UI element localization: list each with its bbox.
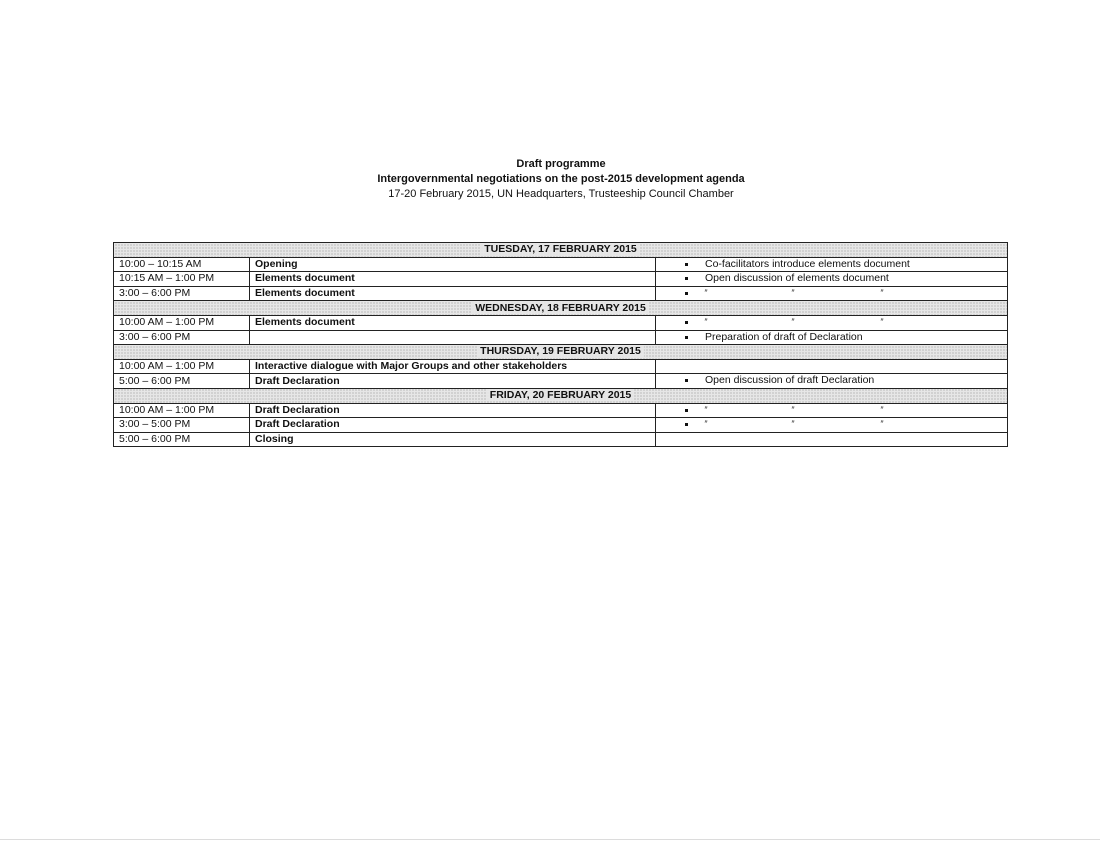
session-topic: Draft Declaration	[250, 418, 656, 433]
session-note	[656, 330, 1008, 345]
document-header	[0, 157, 1100, 202]
session-note-text: Open discussion of draft Declaration	[705, 374, 875, 387]
session-note	[656, 403, 1008, 418]
session-row	[114, 315, 1008, 330]
session-topic: Elements document	[250, 286, 656, 301]
ditto-mark: ”	[791, 316, 794, 327]
session-time: 10:00 AM – 1:00 PM	[114, 359, 250, 374]
session-time: 10:15 AM – 1:00 PM	[114, 272, 250, 287]
session-topic: Closing	[250, 432, 656, 447]
session-time: 3:00 – 6:00 PM	[114, 330, 250, 345]
ditto-mark: ”	[791, 419, 794, 430]
session-row	[114, 272, 1008, 287]
bullet-icon	[685, 292, 688, 295]
ditto-mark: ”	[704, 287, 707, 298]
day-header-row	[114, 345, 1008, 360]
day-header-row	[114, 301, 1008, 316]
ditto-mark: ”	[791, 287, 794, 298]
document-subtitle: Intergovernmental negotiations on the post-2015 development agenda	[377, 173, 745, 185]
ditto-mark: ”	[704, 316, 707, 327]
bullet-icon	[685, 423, 688, 426]
session-row	[114, 432, 1008, 447]
day-header-row	[114, 388, 1008, 403]
bullet-icon	[685, 379, 688, 382]
day-label: TUESDAY, 17 FEBRUARY 2015	[481, 243, 640, 255]
ditto-mark: ”	[880, 404, 883, 415]
session-topic	[250, 330, 656, 345]
scan-edge-line	[0, 839, 1100, 840]
session-time: 3:00 – 5:00 PM	[114, 418, 250, 433]
day-label: THURSDAY, 19 FEBRUARY 2015	[477, 345, 644, 357]
session-row	[114, 374, 1008, 389]
session-note	[656, 359, 1008, 374]
ditto-mark: ”	[704, 419, 707, 430]
session-topic: Opening	[250, 257, 656, 272]
ditto-mark: ”	[880, 419, 883, 430]
day-label: WEDNESDAY, 18 FEBRUARY 2015	[472, 302, 649, 314]
session-time: 5:00 – 6:00 PM	[114, 374, 250, 389]
session-note	[656, 374, 1008, 389]
bullet-icon	[685, 336, 688, 339]
session-topic: Interactive dialogue with Major Groups and other stakeholders	[250, 359, 656, 374]
session-time: 10:00 – 10:15 AM	[114, 257, 250, 272]
ditto-mark: ”	[704, 404, 707, 415]
session-note-text: Preparation of draft of Declaration	[705, 330, 863, 343]
document-title: Draft programme	[516, 158, 606, 170]
session-time: 5:00 – 6:00 PM	[114, 432, 250, 447]
session-topic: Elements document	[250, 315, 656, 330]
day-label: FRIDAY, 20 FEBRUARY 2015	[487, 389, 634, 401]
session-row	[114, 330, 1008, 345]
bullet-icon	[685, 321, 688, 324]
ditto-mark: ”	[791, 404, 794, 415]
session-note	[656, 286, 1008, 301]
session-note-text: Open discussion of elements document	[705, 272, 889, 285]
session-note	[656, 418, 1008, 433]
day-header-row	[114, 243, 1008, 258]
session-row	[114, 359, 1008, 374]
session-note	[656, 257, 1008, 272]
ditto-mark: ”	[880, 287, 883, 298]
session-time: 3:00 – 6:00 PM	[114, 286, 250, 301]
document-details: 17-20 February 2015, UN Headquarters, Trusteeship Council Chamber	[388, 188, 734, 200]
session-row	[114, 286, 1008, 301]
session-note	[656, 272, 1008, 287]
session-time: 10:00 AM – 1:00 PM	[114, 403, 250, 418]
bullet-icon	[685, 263, 688, 266]
session-topic: Elements document	[250, 272, 656, 287]
session-note	[656, 315, 1008, 330]
session-row	[114, 403, 1008, 418]
programme-table	[113, 242, 1008, 447]
session-note	[656, 432, 1008, 447]
session-note-text: Co-facilitators introduce elements document	[705, 257, 910, 270]
ditto-mark: ”	[880, 316, 883, 327]
session-topic: Draft Declaration	[250, 403, 656, 418]
bullet-icon	[685, 277, 688, 280]
session-row	[114, 257, 1008, 272]
session-topic: Draft Declaration	[250, 374, 656, 389]
bullet-icon	[685, 409, 688, 412]
session-time: 10:00 AM – 1:00 PM	[114, 315, 250, 330]
session-row	[114, 418, 1008, 433]
